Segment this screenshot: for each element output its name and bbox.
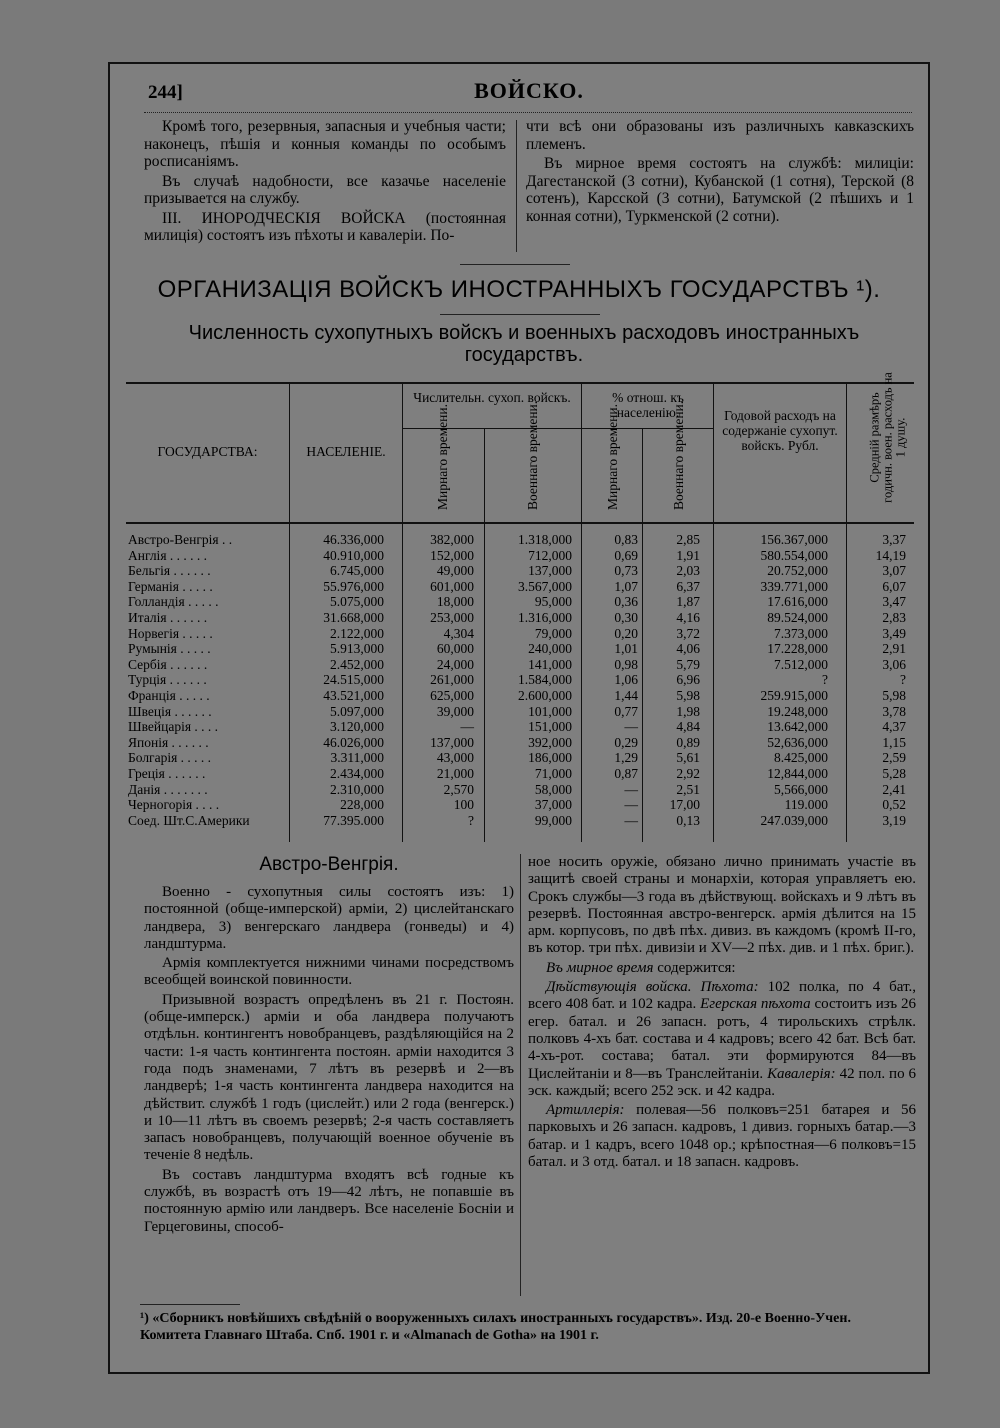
- cell-per-capita: 3,37: [882, 532, 906, 547]
- table-row: [126, 719, 914, 735]
- table-row: [126, 563, 914, 579]
- paragraph: Кромѣ того, резервныя, запасныя и учебныя части; наконецъ, пѣшія и конныя команды по особымъ росписаніямъ.: [144, 118, 506, 170]
- text-run: полевая—56 полковъ=251 батарея и 56 парковыхъ и 26 запасн. кадровъ, 1 дивиз. горныхъ батар.—3 батар. и 1 кадръ, всего 1048 ор.; крѣпостная—6 полковъ=15 батал. и 3 отд. батал. и 18 запасн. кадровъ.: [528, 1102, 916, 1171]
- cell-peace-army: 382,000: [430, 532, 474, 547]
- cell-war-army: 240,000: [528, 641, 572, 657]
- cell-state: Швейцарія . . . .: [128, 719, 219, 735]
- cell-state: Болгарія . . . . .: [128, 750, 212, 766]
- paragraph: [528, 960, 916, 977]
- cell-war-pct: 3,72: [676, 625, 700, 641]
- cell-peace-pct: 1,07: [614, 578, 638, 594]
- table-row: [126, 688, 914, 704]
- cell-war-army: 712,000: [528, 547, 572, 563]
- cell-peace-pct: 0,87: [614, 766, 638, 781]
- text-run: 42 пол. по 6 эск. каждый; всего 252 эск. и 42 кадра.: [528, 1065, 917, 1099]
- cell-war-pct: 2,03: [676, 563, 700, 579]
- cell-budget: 259.915,000: [760, 688, 828, 703]
- column-divider: [520, 854, 521, 1296]
- cell-war-pct: 5,61: [676, 750, 700, 766]
- cell-state: Норвегія . . . . .: [128, 625, 213, 641]
- cell-peace-army: 2,570: [443, 781, 474, 797]
- cell-state: Франція . . . . .: [128, 688, 210, 703]
- cell-budget: 20.752,000: [767, 563, 828, 579]
- statistics-table: [126, 372, 914, 842]
- paragraph: Призывной возрастъ опредѣленъ въ 21 г. Постоян. (обще-имперск.) арміи и оба ландвера получаютъ отдѣльн. контингентъ новобранцевъ, раздѣляющійся на 2 части: 1-я часть контингента постоян. арміи находится 3 года подъ знаменами, 7 лѣтъ въ резервѣ и 2—въ ландверѣ; 1-я часть контингента ландвера находится на дѣйствит. службѣ 1 годъ (цислейт.) или 2 года (венгерск.) и 10—11 лѣтъ въ своемъ резервѣ; 2-я часть составляетъ запасъ новобранцевъ, получающій военное обученіе въ теченіе 8 недѣль.: [144, 991, 514, 1164]
- cell-war-army: 95,000: [534, 594, 572, 610]
- cell-peace-pct: 0,36: [614, 594, 638, 610]
- cell-peace-pct: 0,69: [614, 547, 638, 563]
- cell-state: Австро-Венгрія . .: [128, 532, 233, 547]
- table-row: [126, 594, 914, 610]
- cell-state: Черногорія . . . .: [128, 797, 220, 813]
- austria-right-column: [528, 854, 916, 1173]
- table-header-rule: [126, 522, 914, 524]
- paragraph: Военно - сухопутныя силы состоятъ изъ: 1) постоянной (обще-имперской) арміи, 2) цислейтанскаго ландвера, 3) венгерскаго ландвера (гонведы) и 4) ландштурма.: [144, 884, 514, 952]
- footnote: ¹) «Сборникъ новѣйшихъ свѣдѣній о вооруженныхъ силахъ иностранныхъ государствъ». Изд. 20-е Военно-Учен. Комитета Главнаго Штаба. Спб. 1901 г. и «Almanach de Gotha» на 1901 г.: [140, 1311, 851, 1343]
- paragraph: [528, 1102, 916, 1171]
- cell-peace-army: 4,304: [443, 625, 474, 641]
- cell-war-pct: 0,13: [676, 812, 700, 828]
- cell-peace-pct: 1,44: [614, 688, 638, 703]
- header-army-size: Числительн. сухоп. войскъ.: [413, 390, 571, 405]
- cell-state: Италія . . . . . .: [128, 610, 208, 625]
- header-rule: [144, 106, 912, 113]
- cell-peace-pct: 0,77: [614, 703, 638, 719]
- table-row: [126, 548, 914, 564]
- page-header: [144, 76, 914, 106]
- cell-peace-pct: 0,83: [614, 532, 638, 547]
- cell-population: 228,000: [340, 797, 384, 813]
- cell-population: 24.515,000: [323, 672, 384, 688]
- cell-per-capita: 3,19: [882, 812, 906, 828]
- table-row: [126, 750, 914, 766]
- table-row: [126, 626, 914, 642]
- table-row: [126, 797, 914, 813]
- table-row: [126, 532, 914, 548]
- cell-per-capita: ?: [900, 672, 906, 688]
- cell-per-capita: 6,07: [882, 578, 906, 594]
- cell-war-army: 79,000: [534, 625, 572, 641]
- header-peace-time: Мирнаго времени.: [435, 404, 450, 510]
- header-percent: % отнош. къ населенію.: [612, 390, 684, 420]
- header-war-time-pct: Военнаго времени.: [671, 400, 686, 510]
- austria-left-column: [144, 884, 514, 1238]
- cell-per-capita: 14,19: [875, 547, 906, 563]
- table-top-rule: [126, 382, 914, 384]
- cell-budget: 247.039,000: [760, 812, 828, 828]
- cell-population: 3.120,000: [330, 719, 384, 735]
- main-title: ОРГАНИЗАЦІЯ ВОЙСКЪ ИНОСТРАННЫХЪ ГОСУДАРСТВЪ ¹).: [157, 276, 881, 303]
- cell-peace-pct: 0,30: [614, 610, 638, 625]
- cell-peace-army: 152,000: [430, 547, 474, 563]
- cell-budget: 8.425,000: [774, 750, 828, 766]
- cell-budget: 339.771,000: [760, 578, 828, 594]
- cell-war-army: 2.600,000: [518, 688, 572, 703]
- cell-peace-army: 261,000: [430, 672, 474, 688]
- cell-peace-pct: 0,20: [614, 625, 638, 641]
- cell-population: 5.097,000: [330, 703, 384, 719]
- cell-per-capita: 3,47: [882, 594, 906, 610]
- cell-population: 55.976,000: [323, 578, 384, 594]
- cell-war-pct: 5,98: [676, 688, 700, 703]
- cell-war-pct: 4,16: [676, 610, 700, 625]
- cell-peace-army: 18,000: [436, 594, 474, 610]
- cell-war-army: 137,000: [528, 563, 572, 579]
- cell-peace-pct: 1,06: [614, 672, 638, 688]
- table-row: [126, 579, 914, 595]
- cell-peace-pct: 1,29: [614, 750, 638, 766]
- cell-peace-pct: 0,29: [614, 734, 638, 750]
- cell-war-pct: 6,37: [676, 578, 700, 594]
- cell-population: 43.521,000: [323, 688, 384, 703]
- header-war-time: Военнаго времени.: [525, 400, 540, 510]
- cell-per-capita: 5,98: [882, 688, 906, 703]
- cell-peace-army: 60,000: [436, 641, 474, 657]
- cell-per-capita: 4,37: [882, 719, 906, 735]
- cell-war-pct: 4,84: [676, 719, 700, 735]
- paragraph: Въ мирное время состоятъ на службѣ: милиціи: Дагестанской (3 сотни), Кубанской (1 сотня), Терской (8 сотенъ), Карсской (3 сотни), Батумской (2 пѣшихъ и 1 конная сотни), Туркменской (2 сотни).: [526, 155, 914, 225]
- cell-war-army: 141,000: [528, 656, 572, 672]
- cell-per-capita: 0,52: [882, 797, 906, 813]
- paragraph: Въ составъ ландштурма входятъ всѣ годные къ службѣ, въ возрастѣ отъ 19—42 лѣтъ, не попавшіе въ постоянную армію или ландверъ. Все населеніе Босніи и Герцеговины, способ-: [144, 1166, 514, 1235]
- paragraph: чти всѣ они образованы изъ различныхъ кавказскихъ племенъ.: [526, 118, 914, 153]
- cell-budget: 89.524,000: [767, 610, 828, 625]
- cell-war-army: 1.584,000: [518, 672, 572, 688]
- footnote-rule: [140, 1304, 240, 1305]
- cell-state: Данія . . . . . . .: [128, 781, 208, 797]
- cell-budget: 580.554,000: [760, 547, 828, 563]
- top-right-column: [526, 118, 914, 227]
- header-avg-expense: Средній размѣръ годичн. воен. расходъ на 1 душу.: [867, 372, 908, 503]
- cell-war-pct: 1,98: [676, 703, 700, 719]
- header-peace-time-pct: Мирнаго времени.: [605, 404, 620, 510]
- cell-per-capita: 3,06: [882, 656, 906, 672]
- cell-budget: 7.373,000: [774, 625, 828, 641]
- cell-war-army: 71,000: [534, 766, 572, 781]
- page-number: 244]: [148, 82, 183, 103]
- cell-war-pct: 4,06: [676, 641, 700, 657]
- cell-peace-army: 24,000: [436, 656, 474, 672]
- top-left-column: [144, 118, 506, 247]
- cell-war-pct: 0,89: [676, 734, 700, 750]
- paragraph: ное носить оружіе, обязано лично принимать участіе въ защитѣ своей страны и монархіи, которая управляетъ ею. Срокъ службы—3 года въ дѣйствующ. войскахъ и 9 лѣтъ въ резервѣ. Постоянная австро-венгерск. армія дѣлится на 15 арм. корпусовъ, по двѣ пѣх. дивиз. въ каждомъ (кромѣ II-го, въ котор. три пѣх. дивизіи и XV—2 пѣх. див. и 1 пѣх. бриг.).: [528, 854, 916, 957]
- cell-state: Германія . . . . .: [128, 578, 213, 594]
- table-row: [126, 782, 914, 798]
- cell-war-pct: 17,00: [669, 797, 700, 813]
- cell-peace-army: 49,000: [436, 563, 474, 579]
- cell-peace-army: —: [460, 719, 474, 735]
- cell-peace-pct: 0,73: [614, 563, 638, 579]
- section-title: Австро-Венгрія.: [259, 854, 399, 875]
- table-row: [126, 766, 914, 782]
- cell-peace-army: 253,000: [430, 610, 474, 625]
- cell-budget: 19.248,000: [767, 703, 828, 719]
- cell-population: 40.910,000: [323, 547, 384, 563]
- italic-phrase: Артиллерія:: [546, 1102, 625, 1119]
- cell-per-capita: 3,78: [882, 703, 906, 719]
- cell-state: Бельгія . . . . . .: [128, 563, 211, 579]
- running-head: ВОЙСКО.: [474, 78, 584, 103]
- italic-phrase: Въ мирное время: [546, 959, 654, 976]
- cell-war-army: 151,000: [528, 719, 572, 735]
- table-row: [126, 672, 914, 688]
- cell-population: 77.395.000: [323, 812, 384, 828]
- cell-peace-army: 137,000: [430, 734, 474, 750]
- cell-war-army: 392,000: [528, 734, 572, 750]
- paragraph: Армія комплектуется нижними чинами посредствомъ всеобщей воинской повинности.: [144, 955, 514, 989]
- table-subtitle: Численность сухопутныхъ войскъ и военныхъ расходовъ иностранныхъ государствъ.: [188, 322, 860, 366]
- cell-budget: 12,844,000: [767, 766, 828, 781]
- cell-war-pct: 6,96: [676, 672, 700, 688]
- cell-population: 2.434,000: [330, 766, 384, 781]
- cell-per-capita: 2,59: [882, 750, 906, 766]
- cell-peace-army: 625,000: [430, 688, 474, 703]
- cell-state: Сербія . . . . . .: [128, 656, 208, 672]
- cell-peace-pct: —: [624, 781, 638, 797]
- cell-population: 2.310,000: [330, 781, 384, 797]
- cell-budget: 156.367,000: [760, 532, 828, 547]
- cell-war-pct: 2,85: [676, 532, 700, 547]
- table-row: [126, 610, 914, 626]
- cell-budget: 7.512,000: [774, 656, 828, 672]
- cell-state: Турція . . . . . .: [128, 672, 207, 688]
- cell-state: Англія . . . . . .: [128, 547, 208, 563]
- header-budget: Годовой расходъ на содержаніе сухопут. войскъ. Рубл.: [722, 408, 838, 453]
- header-state: ГОСУДАРСТВА:: [157, 444, 258, 459]
- cell-per-capita: 2,41: [882, 781, 906, 797]
- cell-population: 6.745,000: [330, 563, 384, 579]
- cell-budget: 119.000: [784, 797, 828, 813]
- cell-per-capita: 2,91: [882, 641, 906, 657]
- cell-war-pct: 1,87: [676, 594, 700, 610]
- cell-state: Соед. Шт.С.Америки: [128, 812, 250, 828]
- cell-peace-army: 39,000: [436, 703, 474, 719]
- cell-war-pct: 5,79: [676, 656, 700, 672]
- cell-per-capita: 3,49: [882, 625, 906, 641]
- cell-peace-pct: —: [624, 812, 638, 828]
- cell-population: 31.668,000: [323, 610, 384, 625]
- table-row: [126, 704, 914, 720]
- cell-war-pct: 1,91: [676, 547, 700, 563]
- cell-war-army: 99,000: [534, 812, 572, 828]
- cell-war-army: 58,000: [534, 781, 572, 797]
- table-row: [126, 657, 914, 673]
- cell-war-pct: 2,51: [676, 781, 700, 797]
- text-run: состоитъ изъ 26 егер. батал. и 26 запасн. ротъ, 4 тирольскихъ стрѣлк. полковъ 4-хъ бат. состава и 4 кадровъ; всего 42 бат. Всѣ бат. 4-хъ-рот. состава; батал. эти формируются 84—въ Цислейтаніи и 8—въ Транслейтаніи.: [528, 996, 916, 1082]
- cell-population: 3.311,000: [330, 750, 384, 766]
- cell-budget: 17.228,000: [767, 641, 828, 657]
- cell-peace-army: 100: [453, 797, 474, 813]
- section-rule: [460, 264, 570, 265]
- cell-budget: 52,636,000: [767, 734, 828, 750]
- cell-peace-army: 601,000: [430, 578, 474, 594]
- cell-war-pct: 2,92: [676, 766, 700, 781]
- cell-state: Японія . . . . . .: [128, 734, 209, 750]
- text-run: содержится:: [653, 959, 736, 976]
- cell-population: 2.122,000: [330, 625, 384, 641]
- cell-war-army: 1.316,000: [518, 610, 572, 625]
- cell-population: 5.913,000: [330, 641, 384, 657]
- cell-per-capita: 1,15: [882, 734, 906, 750]
- cell-war-army: 3.567,000: [518, 578, 572, 594]
- cell-war-army: 1.318,000: [518, 532, 572, 547]
- cell-per-capita: 5,28: [882, 766, 906, 781]
- paragraph: Въ случаѣ надобности, все казачье населеніе призывается на службу.: [144, 172, 506, 207]
- italic-phrase: Дѣйствующія войска. Пѣхота:: [546, 979, 759, 996]
- cell-population: 46.026,000: [323, 734, 384, 750]
- table-row: [126, 735, 914, 751]
- text-run: 102 полка, по 4 бат., всего 408 бат. и 102 кадра.: [528, 979, 917, 1013]
- cell-state: Голландія . . . . .: [128, 594, 219, 610]
- cell-peace-pct: —: [624, 719, 638, 735]
- table-row: [126, 641, 914, 657]
- cell-per-capita: 3,07: [882, 563, 906, 579]
- paragraph: III. ИНОРОДЧЕСКІЯ ВОЙСКА (постоянная милиція) состоятъ изъ пѣхоты и кавалеріи. По-: [144, 209, 506, 244]
- cell-peace-pct: 0,98: [614, 656, 638, 672]
- cell-war-army: 101,000: [528, 703, 572, 719]
- cell-state: Греція . . . . . .: [128, 766, 206, 781]
- cell-population: 46.336,000: [323, 532, 384, 547]
- cell-peace-pct: —: [624, 797, 638, 813]
- page: [108, 62, 930, 1374]
- column-divider: [516, 120, 517, 252]
- cell-budget: 17.616,000: [767, 594, 828, 610]
- cell-population: 5.075,000: [330, 594, 384, 610]
- italic-phrase: Кавалерія:: [767, 1065, 836, 1082]
- cell-per-capita: 2,83: [882, 610, 906, 625]
- title-rule: [440, 314, 600, 315]
- paragraph: [528, 979, 916, 1100]
- cell-state: Румынія . . . . .: [128, 641, 211, 657]
- header-population: НАСЕЛЕНІЕ.: [306, 444, 386, 459]
- cell-budget: 13.642,000: [767, 719, 828, 735]
- cell-budget: ?: [822, 672, 828, 688]
- italic-phrase: Егерская пѣхота: [700, 996, 811, 1013]
- cell-war-army: 37,000: [534, 797, 572, 813]
- cell-peace-army: 43,000: [436, 750, 474, 766]
- cell-peace-pct: 1,01: [614, 641, 638, 657]
- cell-population: 2.452,000: [330, 656, 384, 672]
- cell-peace-army: ?: [468, 812, 474, 828]
- cell-war-army: 186,000: [528, 750, 572, 766]
- cell-budget: 5,566,000: [774, 781, 828, 797]
- cell-peace-army: 21,000: [436, 766, 474, 781]
- table-row: [126, 813, 914, 829]
- cell-state: Швеція . . . . . .: [128, 703, 212, 719]
